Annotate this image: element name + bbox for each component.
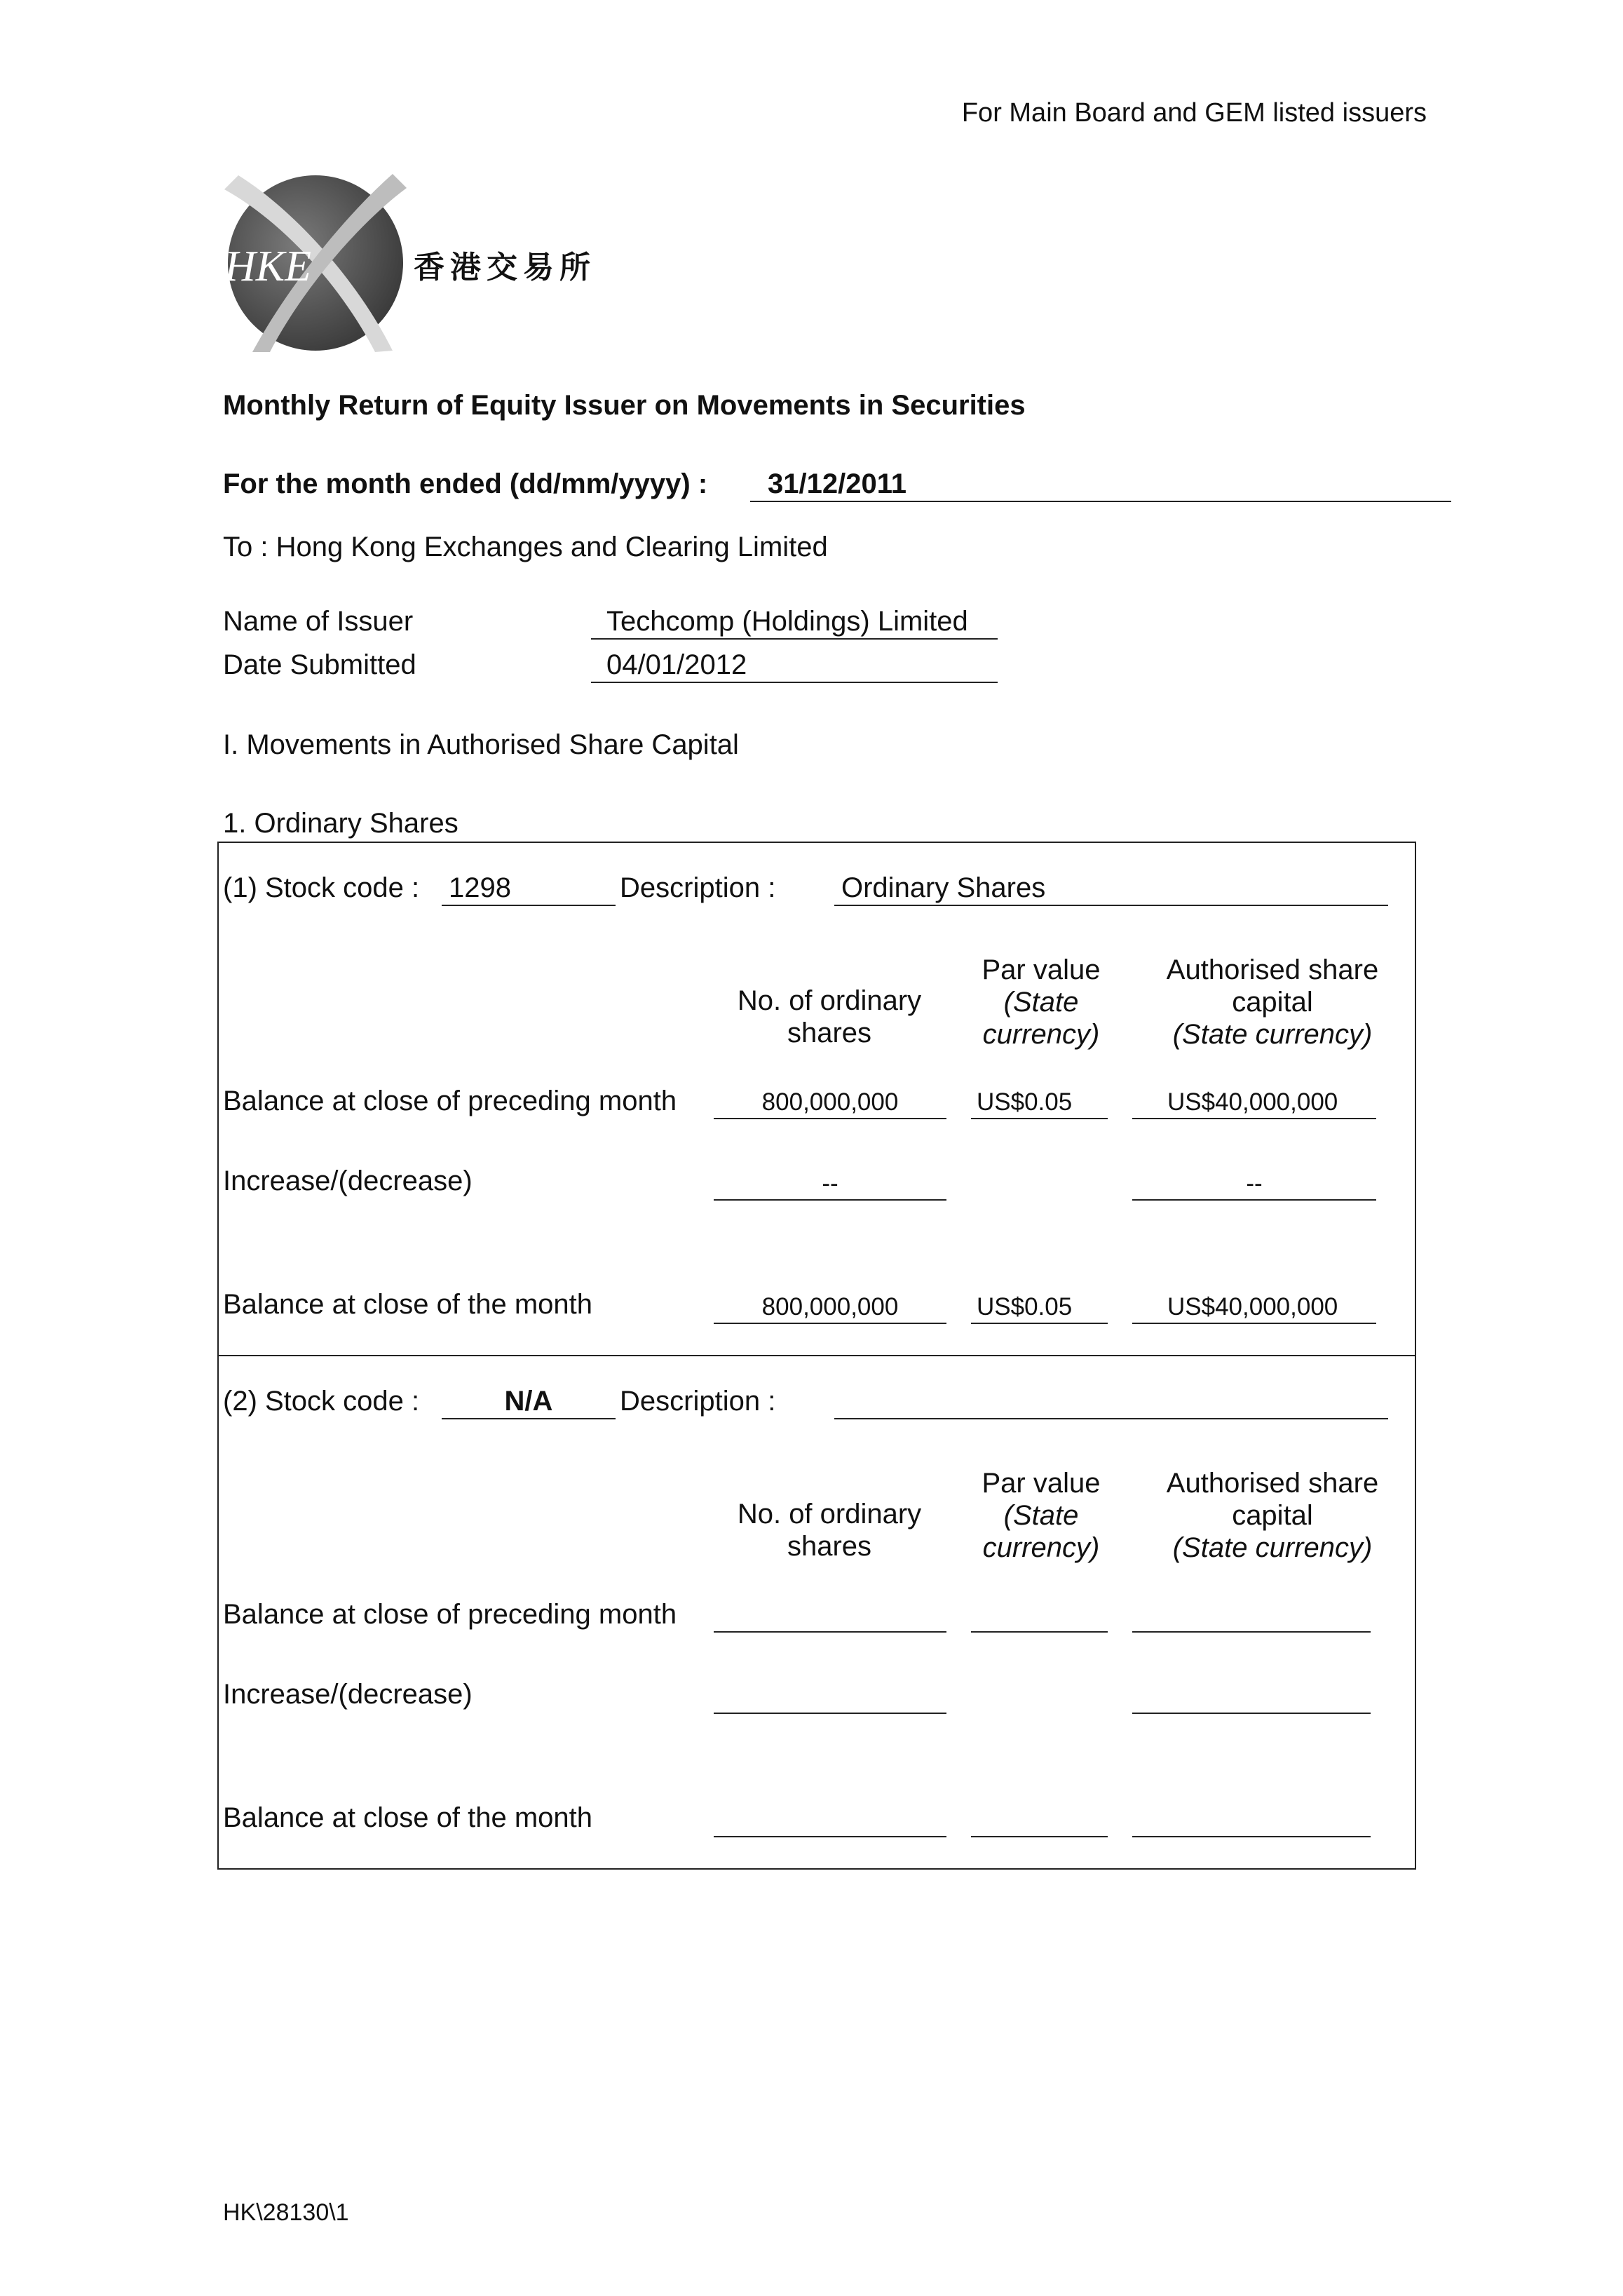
col-header-shares-line1: No. of ordinary xyxy=(737,1499,922,1529)
description-underline xyxy=(834,1418,1388,1419)
col-header-par-line1: Par value xyxy=(982,1468,1101,1499)
recipient-line: To : Hong Kong Exchanges and Clearing Limited xyxy=(223,532,828,562)
row-label-close: Balance at close of the month xyxy=(223,1802,592,1833)
change-shares-value: -- xyxy=(822,1170,838,1197)
col-header-shares-line1: No. of ordinary xyxy=(737,985,922,1016)
date-submitted-underline xyxy=(591,682,998,683)
logo-chinese-name: 香港交易所 xyxy=(414,250,596,285)
col-header-shares-line2: shares xyxy=(787,1018,872,1048)
stock-code-label: (2) Stock code : xyxy=(223,1386,420,1417)
change-capital-underline xyxy=(1132,1199,1376,1201)
close-par-underline xyxy=(971,1323,1108,1324)
issuer-name-underline xyxy=(591,638,998,640)
col-header-capital-line3: (State currency) xyxy=(1172,1532,1373,1563)
description-label: Description : xyxy=(620,1386,776,1417)
close-capital-value: US$40,000,000 xyxy=(1167,1293,1338,1321)
date-submitted-label: Date Submitted xyxy=(223,649,416,680)
description-underline xyxy=(834,905,1388,906)
col-header-par-line2: (State xyxy=(1003,987,1079,1018)
preceding-par-underline xyxy=(971,1631,1108,1633)
change-shares-underline xyxy=(714,1199,946,1201)
issuer-name-label: Name of Issuer xyxy=(223,606,414,637)
row-label-preceding: Balance at close of preceding month xyxy=(223,1086,677,1116)
close-shares-underline xyxy=(714,1323,946,1324)
preceding-shares-underline xyxy=(714,1631,946,1633)
preceding-capital-underline xyxy=(1132,1631,1371,1633)
col-header-capital xyxy=(1132,1467,1413,1564)
close-shares-value: 800,000,000 xyxy=(761,1293,899,1321)
stock-code-label: (1) Stock code : xyxy=(223,872,420,903)
change-shares-underline xyxy=(714,1713,946,1714)
col-header-capital xyxy=(1132,954,1413,1051)
row-label-change: Increase/(decrease) xyxy=(223,1166,473,1196)
hkex-logo xyxy=(217,168,414,358)
date-submitted-value: 04/01/2012 xyxy=(606,649,747,680)
preceding-par-underline xyxy=(971,1118,1108,1119)
close-capital-underline xyxy=(1132,1323,1376,1324)
description-label: Description : xyxy=(620,872,776,903)
change-capital-value: -- xyxy=(1246,1170,1263,1197)
block-divider xyxy=(217,1355,1416,1356)
footer-reference: HK\28130\1 xyxy=(223,2199,349,2226)
col-header-capital-line3: (State currency) xyxy=(1172,1019,1373,1050)
col-header-par-line3: currency) xyxy=(982,1532,1100,1563)
row-label-close: Balance at close of the month xyxy=(223,1289,592,1320)
description-value: Ordinary Shares xyxy=(841,872,1046,903)
issuer-name-value: Techcomp (Holdings) Limited xyxy=(606,606,968,637)
col-header-capital-line2: capital xyxy=(1232,1500,1313,1531)
row-label-change: Increase/(decrease) xyxy=(223,1679,473,1710)
hkex-globe-icon xyxy=(217,168,414,358)
month-ended-underline xyxy=(750,501,1451,502)
col-header-capital-line1: Authorised share xyxy=(1166,1468,1379,1499)
stock-code-value: 1298 xyxy=(449,872,511,903)
close-shares-underline xyxy=(714,1836,946,1837)
section-heading: I. Movements in Authorised Share Capital xyxy=(223,729,739,760)
close-par-underline xyxy=(971,1836,1108,1837)
col-header-capital-line2: capital xyxy=(1232,987,1313,1018)
row-label-preceding: Balance at close of preceding month xyxy=(223,1599,677,1630)
col-header-shares xyxy=(714,1498,945,1562)
close-capital-underline xyxy=(1132,1836,1371,1837)
preceding-capital-value: US$40,000,000 xyxy=(1167,1088,1338,1116)
svg-text:HKE: HKE xyxy=(224,243,311,290)
preceding-capital-underline xyxy=(1132,1118,1376,1119)
change-capital-underline xyxy=(1132,1713,1371,1714)
stock-code-underline xyxy=(442,1418,616,1419)
col-header-par xyxy=(971,1467,1111,1564)
col-header-shares-line2: shares xyxy=(787,1531,872,1562)
month-ended-value: 31/12/2011 xyxy=(768,468,906,499)
close-par-value: US$0.05 xyxy=(977,1293,1073,1321)
header-note: For Main Board and GEM listed issuers xyxy=(961,98,1427,128)
preceding-par-value: US$0.05 xyxy=(977,1088,1073,1116)
month-ended-label: For the month ended (dd/mm/yyyy) : xyxy=(223,468,708,499)
col-header-shares xyxy=(714,985,945,1049)
col-header-par-line2: (State xyxy=(1003,1500,1079,1531)
stock-code-value: N/A xyxy=(504,1386,553,1417)
col-header-par xyxy=(971,954,1111,1051)
col-header-par-line3: currency) xyxy=(982,1019,1100,1050)
col-header-par-line1: Par value xyxy=(982,954,1101,985)
subsection-heading: 1. Ordinary Shares xyxy=(223,808,459,839)
page-title: Monthly Return of Equity Issuer on Movements in Securities xyxy=(223,390,1026,421)
preceding-shares-underline xyxy=(714,1118,946,1119)
col-header-capital-line1: Authorised share xyxy=(1166,954,1379,985)
preceding-shares-value: 800,000,000 xyxy=(761,1088,899,1116)
stock-code-underline xyxy=(442,905,616,906)
